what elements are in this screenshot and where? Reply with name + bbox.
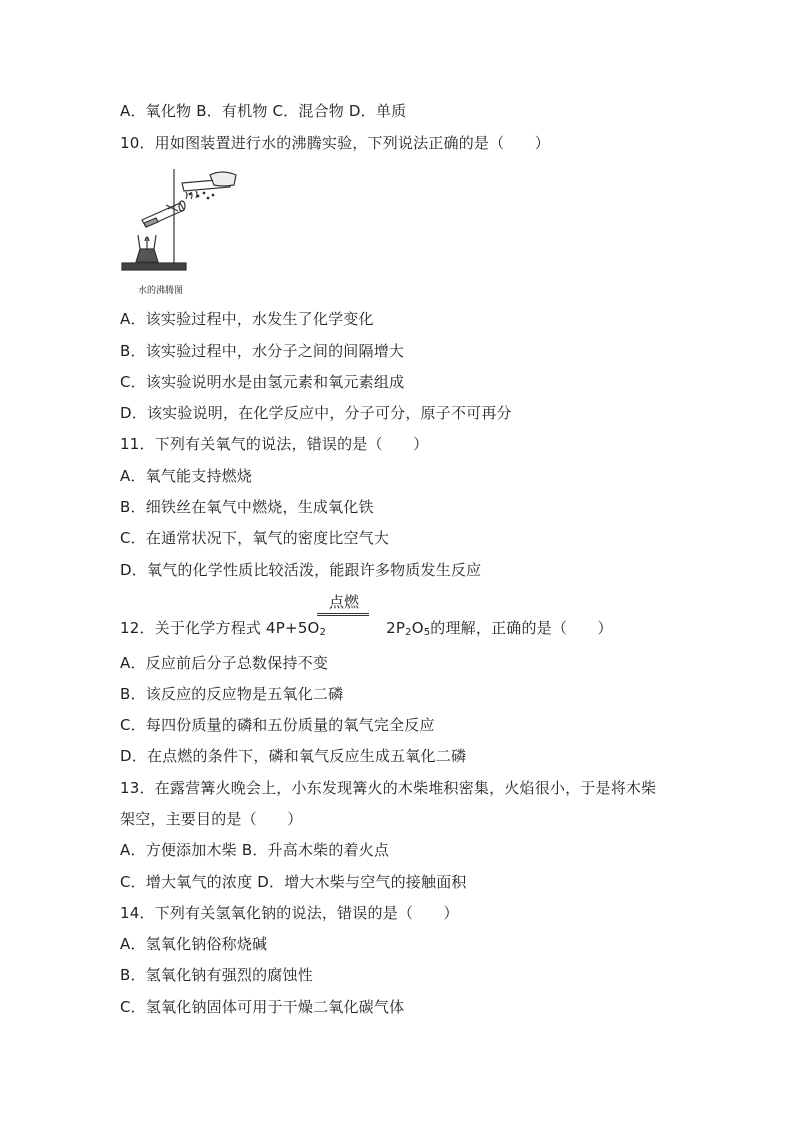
q11-option-c: C．在通常状况下，氧气的密度比空气大 [120,529,390,547]
q12-sub-p2: 2 [405,627,412,638]
q11-option-d: D．氧气的化学性质比较活泼，能跟许多物质发生反应 [120,561,482,579]
boiling-apparatus-drawing [118,165,240,298]
q12-option-b: B．该反应的反应物是五氧化二磷 [120,685,344,703]
q13-stem-line2: 架空，主要目的是（ ） [120,810,303,828]
q14-stem: 14．下列有关氢氧化钠的说法，错误的是（ ） [120,904,459,922]
q12-stem [120,618,613,638]
reaction-condition: 点燃 [328,593,359,611]
q10-option-c: C．该实验说明水是由氢元素和氧元素组成 [120,373,405,391]
q11-option-a: A．氧气能支持燃烧 [120,467,253,485]
q12-prefix: 12．关于化学方程式 4P+5O [120,619,320,637]
q9-options: A．氧化物 B．有机物 C．混合物 D．单质 [120,102,407,120]
q13-options-cd: C．增大氧气的浓度 D．增大木柴与空气的接触面积 [120,873,467,891]
q13-options-ab: A．方便添加木柴 B．升高木柴的着火点 [120,841,390,859]
q14-option-a: A．氢氧化钠俗称烧碱 [120,935,268,953]
q12-option-c: C．每四份质量的磷和五份质量的氧气完全反应 [120,716,435,734]
q11-option-b: B．细铁丝在氧气中燃烧，生成氧化铁 [120,498,374,516]
figure-caption: 水的沸腾图 [138,286,184,296]
q10-option-a: A．该实验过程中，水发生了化学变化 [120,310,374,328]
equation-arrow-bar [317,613,369,616]
q12-sub-o5: 5 [423,627,431,638]
q11-stem: 11．下列有关氧气的说法，错误的是（ ） [120,435,429,453]
q12-option-a: A．反应前后分子总数保持不变 [120,654,329,672]
q13-stem-line1: 13．在露营篝火晚会上，小东发现篝火的木柴堆积密集，火焰很小，于是将木柴 [120,779,657,797]
q12-option-d: D．在点燃的条件下，磷和氧气反应生成五氧化二磷 [120,747,467,765]
q12-sub-o2: 2 [319,627,327,638]
q12-product: 2P [386,619,406,637]
q10-stem: 10．用如图装置进行水的沸腾实验，下列说法正确的是（ ） [120,134,550,152]
q14-option-b: B．氢氧化钠有强烈的腐蚀性 [120,966,313,984]
boiling-water-apparatus-figure [118,165,240,298]
q12-suffix: 的理解，正确的是（ ） [430,619,613,637]
q10-option-b: B．该实验过程中，水分子之间的间隔增大 [120,342,405,360]
q10-option-d: D．该实验说明，在化学反应中，分子可分，原子不可再分 [120,404,512,422]
q12-product-o: O [411,619,424,637]
q14-option-c: C．氢氧化钠固体可用于干燥二氧化碳气体 [120,998,405,1016]
